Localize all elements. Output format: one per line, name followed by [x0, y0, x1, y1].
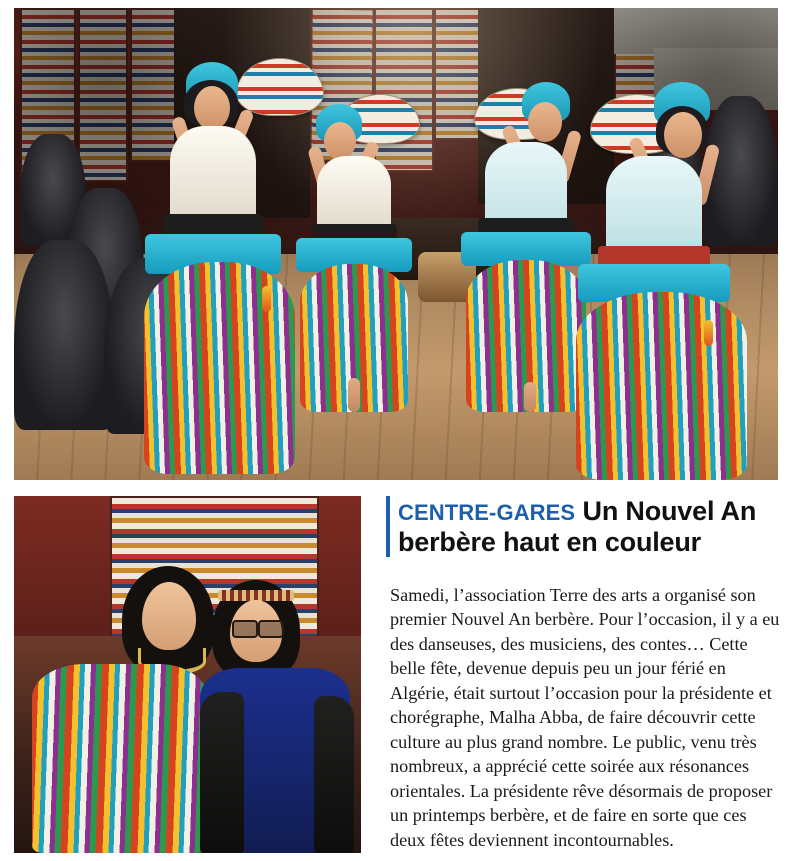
- article-column: [386, 496, 780, 852]
- dancer-2: [300, 82, 408, 412]
- woman-right-sleeve-left: [200, 692, 244, 853]
- article-kicker: CENTRE-GARES: [398, 500, 576, 525]
- audience-member-3: [14, 240, 114, 430]
- dancer-1-tassel: [262, 286, 271, 312]
- page-title: [398, 496, 780, 557]
- dancer-4: [584, 70, 724, 480]
- dancer-4-torso: [606, 156, 701, 260]
- dancer-1-skirt: [144, 262, 295, 474]
- article-body: Samedi, l’association Terre des arts a organisé son premier Nouvel An berbère. Pour l’occasion, il y a eu des danseuses, des musiciens, des contes… Cette belle fête, devenue depuis peu un jour férié en Algérie, était surtout l’occasion pour la présidente et chorégraphe, Malha Abba, de faire découvrir cette culture au plus grand nombre. Le public, venu très nombreux, a apprécié cette soirée aux résonances orientales. La présidente rêve désormais de proposer un printemps berbère, et de faire en sorte que ces deux fêtes deviennent incontournables.: [390, 585, 780, 850]
- photo-scene-top: [14, 8, 778, 480]
- woman-right-sleeve-right: [314, 696, 354, 853]
- berber-dancers-performance-photo: [14, 8, 778, 480]
- dancer-4-head: [664, 112, 702, 158]
- dancer-2-head: [324, 122, 356, 160]
- woman-right-glasses: [232, 620, 258, 638]
- dancer-2-leg: [348, 378, 360, 412]
- dancer-4-tassel: [704, 320, 713, 346]
- dancer-3-leg: [524, 382, 536, 412]
- dancer-1-head: [194, 86, 230, 130]
- woman-right-glasses-lens-2: [258, 620, 284, 638]
- woman-left-face: [142, 582, 196, 650]
- photo-scene-bottom: [14, 496, 361, 853]
- headline-block: [386, 496, 780, 557]
- dancer-3: [466, 64, 586, 412]
- two-women-traditional-dress-photo: [14, 496, 361, 853]
- dancer-3-head: [528, 102, 562, 142]
- article-headline-text: Un Nouvel An berbère haut en couleur: [398, 496, 757, 557]
- dancer-1: [150, 56, 276, 474]
- woman-left-dress: [32, 664, 208, 853]
- dancer-4-skirt: [576, 292, 747, 480]
